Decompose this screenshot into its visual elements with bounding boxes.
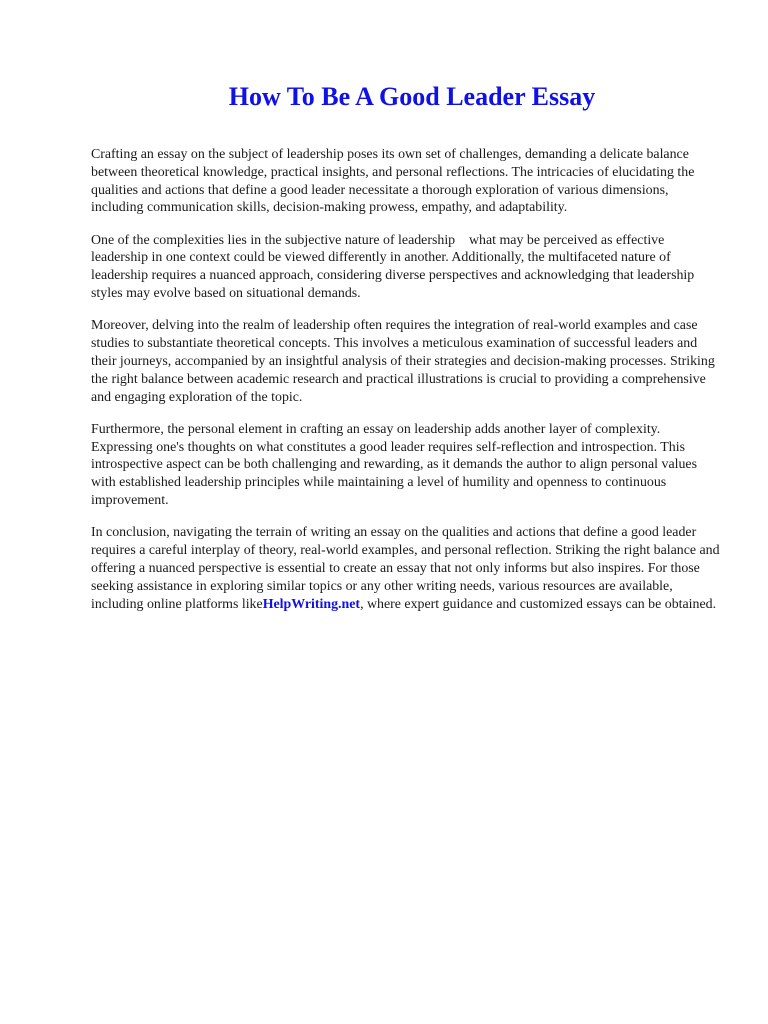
paragraph-examples: Moreover, delving into the realm of leadership often requires the integration of real-world examples and case studies to substantiate theoretical concepts. This involves a meticulous examination of successful leaders and their journeys, accompanied by an insightful analysis of their strategies and decision-making processes. Striking the right balance between academic research and practical illustrations is crucial to providing a comprehensive and engaging exploration of the topic.: [91, 318, 715, 405]
document-title: How To Be A Good Leader Essay: [228, 82, 596, 111]
paragraph-complexities: One of the complexities lies in the subjective nature of leadership what may be perceived as effective leadership in one context could be viewed differently in another. Additionally, the multifaceted nature of leadership requires a nuanced approach, considering diverse perspectives and acknowledging that leadership styles may evolve based on situational demands.: [91, 232, 698, 302]
paragraph-conclusion: [91, 524, 723, 613]
essay-body: [91, 146, 723, 628]
conclusion-tail: , where expert guidance and customized essays can be obtained.: [360, 596, 717, 612]
paragraph-personal: Furthermore, the personal element in crafting an essay on leadership adds another layer of complexity. Expressing one's thoughts on what constitutes a good leader requires self-reflection and introspection. This introspective aspect can be both challenging and rewarding, as it demands the author to align personal values with established leadership principles while maintaining a level of humility and openness to continuous improvement.: [91, 421, 697, 509]
paragraph-intro: Crafting an essay on the subject of leadership poses its own set of challenges, demanding a delicate balance between theoretical knowledge, practical insights, and personal reflections. The intricacies of elucidating the qualities and actions that define a good leader necessitate a thorough exploration of various dimensions, including communication skills, decision-making prowess, empathy, and adaptability.: [91, 147, 695, 216]
helpwriting-link[interactable]: HelpWriting.net: [262, 596, 361, 612]
conclusion-text: In conclusion, navigating the terrain of writing an essay on the qualities and actions that define a good leader requires a careful interplay of theory, real-world examples, and personal reflection. Striking the right balance and offering a nuanced perspective is essential to create an essay that not only informs but also inspires. For those seeking assistance in exploring similar topics or any other writing needs, various resources are available, including online platforms like: [91, 525, 720, 612]
